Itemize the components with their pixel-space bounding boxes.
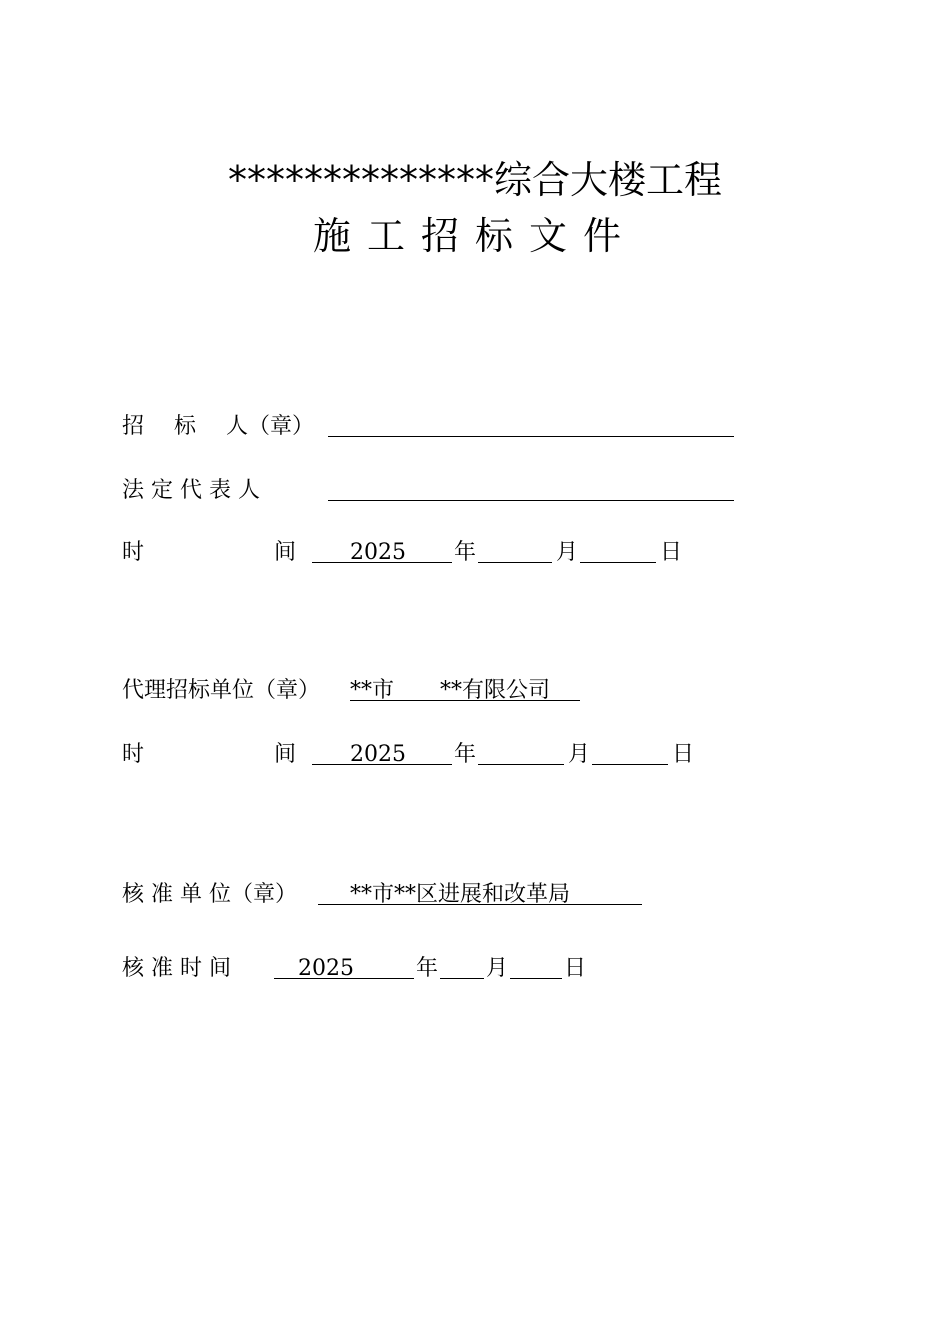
agency-month-label: 月 (568, 742, 591, 767)
tender-time-label-right: 间 (274, 540, 297, 565)
tenderer-label-char-3: 人（章） (226, 414, 315, 439)
agency-row (122, 676, 602, 706)
tender-year-value: 2025 (350, 540, 406, 565)
approval-unit-row (122, 880, 662, 910)
agency-year-label: 年 (454, 742, 477, 767)
approval-day-label: 日 (564, 956, 587, 981)
approval-unit-value: **市**区进展和改革局 (350, 882, 571, 907)
approval-time-row (122, 954, 602, 984)
agency-day-label: 日 (672, 742, 695, 767)
agency-year-value: 2025 (350, 742, 406, 767)
tender-time-row (122, 538, 702, 568)
tender-year-label: 年 (454, 540, 477, 565)
tenderer-label-char-1: 招 (122, 414, 145, 439)
legal-rep-field[interactable] (328, 500, 734, 501)
approval-year-label: 年 (416, 956, 439, 981)
document-title-line1: **************综合大楼工程 (227, 158, 722, 202)
agency-label: 代理招标单位（章） (122, 678, 321, 703)
legal-rep-label: 法 定 代 表 人 (122, 478, 260, 503)
approval-month-label: 月 (486, 956, 509, 981)
approval-unit-label: 核 准 单 位（章） (122, 882, 297, 907)
approval-year-value: 2025 (298, 956, 354, 981)
tenderer-label-char-2: 标 (174, 414, 197, 439)
agency-month-field[interactable] (478, 764, 564, 765)
legal-rep-row (122, 476, 742, 506)
tender-month-field[interactable] (478, 562, 552, 563)
agency-time-label-right: 间 (274, 742, 297, 767)
document-title-line2: 施工招标文件 (312, 214, 637, 258)
agency-value-suffix: **有限公司 (440, 678, 551, 703)
agency-value-prefix: **市 (350, 678, 395, 703)
tenderer-seal-field[interactable] (328, 436, 734, 437)
approval-month-field[interactable] (440, 978, 484, 979)
tenderer-row (122, 412, 742, 442)
approval-day-field[interactable] (510, 978, 562, 979)
agency-time-row (122, 740, 712, 770)
tender-time-label-left: 时 (122, 540, 145, 565)
agency-day-field[interactable] (592, 764, 668, 765)
approval-time-label: 核 准 时 间 (122, 956, 231, 981)
agency-time-label-left: 时 (122, 742, 145, 767)
tender-month-label: 月 (556, 540, 579, 565)
tender-day-field[interactable] (580, 562, 656, 563)
tender-day-label: 日 (660, 540, 683, 565)
